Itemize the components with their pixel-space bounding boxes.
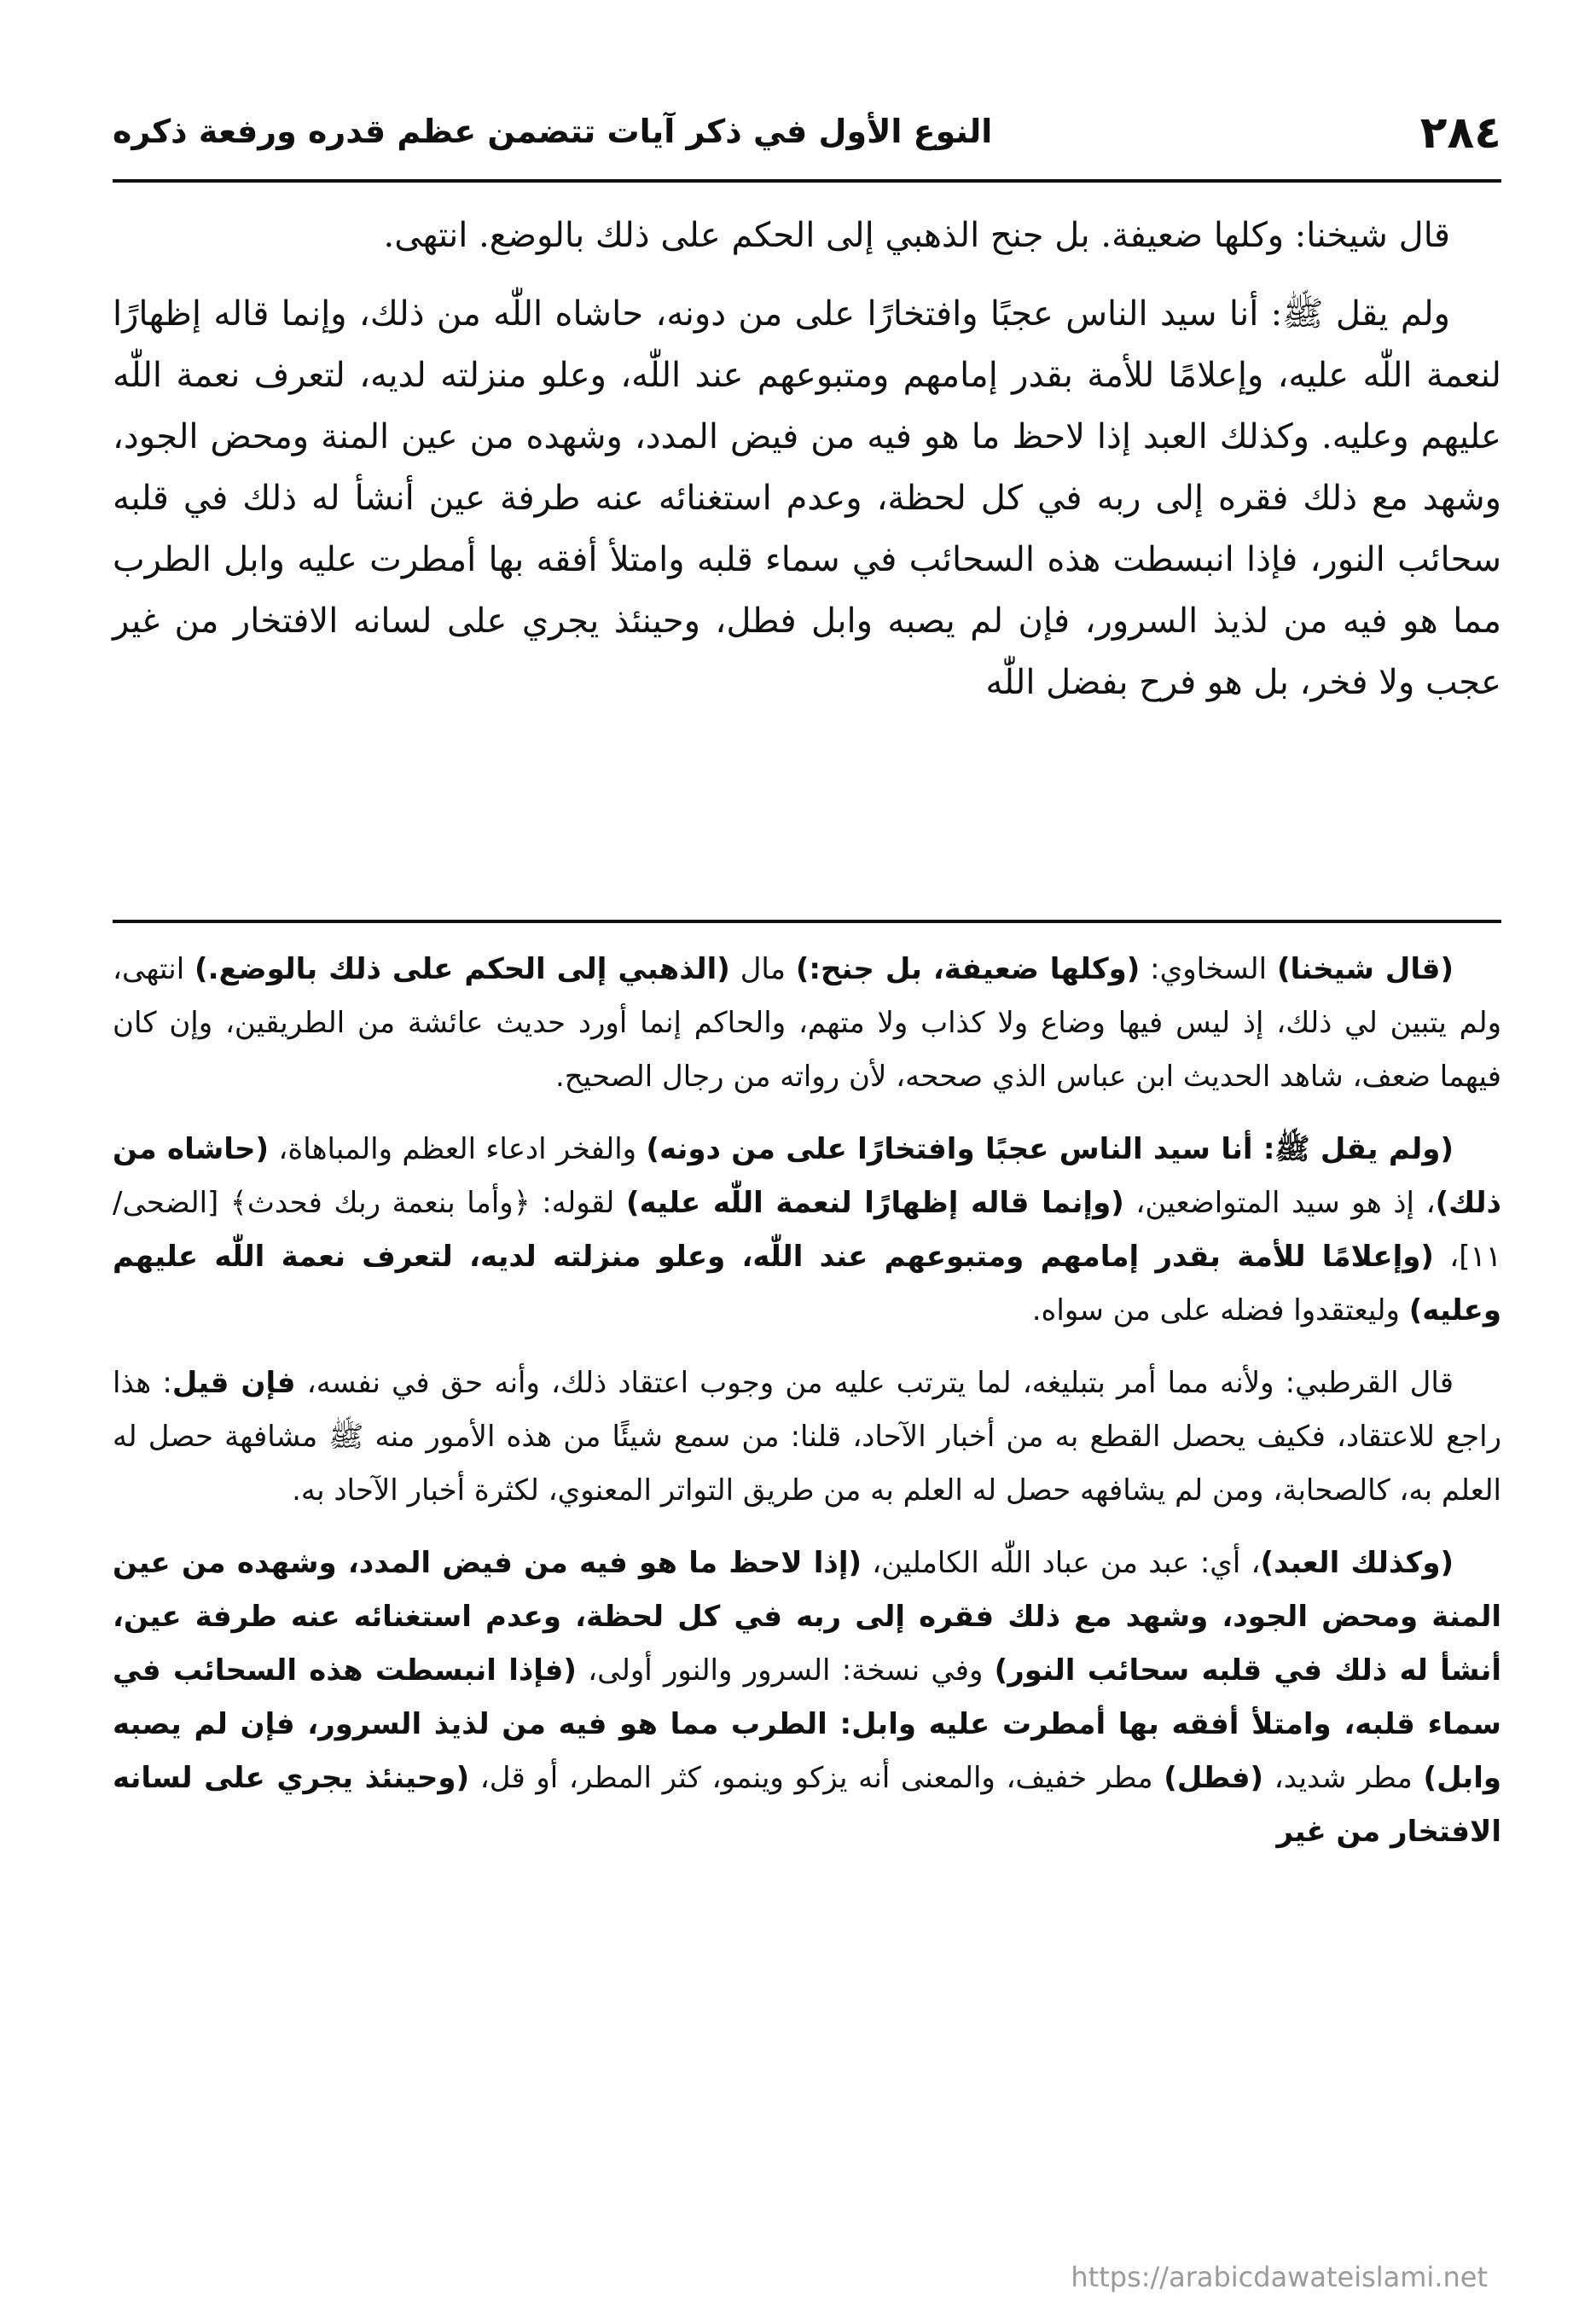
commentary-text-span: : هذا راجع للاعتقاد، فكيف يحصل القطع به من أخبار الآحاد، قلنا: من سمع شيئًا من هذه الأمور منه ﷺ مشافهة حصل له العلم به، كالصحابة، ومن لم يشافهه حصل له العلم به من طريق التواتر المعنوي، لكثرة أخبار الآحاد به.	[113, 1366, 1501, 1508]
commentary-text-span: وفي نسخة: السرور والنور أولى،	[576, 1653, 995, 1688]
quoted-text: (الذهبي إلى الحكم على ذلك بالوضع.)	[194, 952, 730, 986]
commentary-text-span: ، إذ هو سيد المتواضعين،	[1123, 1186, 1436, 1220]
quoted-text: (فطل)	[1164, 1761, 1264, 1795]
quoted-text: (حاشاه من ذلك)	[113, 1132, 1502, 1220]
quoted-text: (وإنما قاله إظهارًا لنعمة اللّٰه عليه)	[626, 1186, 1124, 1220]
page-number: ٢٨٤	[1419, 107, 1501, 159]
quoted-text: الطرب مما هو فيه من لذيذ السرور، فإن لم يصبه وابل)	[113, 1707, 1501, 1795]
commentary-text-span: انتهى، ولم يتبين لي ذلك، إذ ليس فيها وضاع ولا كذاب ولا متهم، والحاكم إنما أورد حديث عائشة من الطريقين، وإن كان فيهما ضعف، شاهد الحديث ابن عباس الذي صححه، لأن رواته من رجال الصحيح.	[113, 952, 1501, 1094]
main-text	[113, 205, 1501, 713]
watermark-url: https://arabicdawateislami.net	[1071, 2261, 1488, 2293]
commentary-paragraph-1	[113, 943, 1501, 1104]
commentary-text-span: لقوله: ﴿وأما بنعمة ربك فحدث﴾ [الضحى/١١]،	[113, 1186, 1502, 1274]
footnote-separator	[113, 920, 1501, 923]
commentary-paragraph-4	[113, 1537, 1501, 1859]
commentary-paragraph-3	[113, 1357, 1501, 1518]
commentary-paragraph-2	[113, 1123, 1501, 1338]
quoted-text: (وكذلك العبد)	[1260, 1546, 1454, 1580]
quoted-text: (ولم يقل ﷺ: أنا سيد الناس عجبًا وافتخارًا على من دونه)	[646, 1132, 1454, 1166]
commentary-text	[113, 943, 1501, 1878]
quoted-text: (فإذا انبسطت هذه السحائب في سماء قلبه، وامتلأ أفقه بها أمطرت عليه وابل:	[113, 1653, 1501, 1741]
quoted-text: (وكلها ضعيفة، بل جنح:)	[795, 952, 1141, 986]
quoted-text: (إذا لاحظ ما هو فيه من فيض المدد، وشهده من عين المنة ومحض الجود، وشهد مع ذلك فقره إلى ربه في كل لحظة، وعدم استغنائه عنه طرفة عين، أنشأ له ذلك في قلبه سحائب النور)	[113, 1546, 1501, 1688]
commentary-text-span: مال	[729, 952, 796, 986]
quoted-text: (وحينئذ يجري على لسانه الافتخار من غير	[113, 1761, 1501, 1849]
commentary-text-span: السخاوي:	[1140, 952, 1277, 986]
commentary-text-span: مطر شديد،	[1263, 1761, 1424, 1795]
header-rule	[113, 179, 1501, 183]
running-title: النوع الأول في ذكر آيات تتضمن عظم قدره ورفعة ذكره	[113, 113, 993, 150]
quoted-text: (وإعلامًا للأمة بقدر إمامهم ومتبوعهم عند اللّٰه، وعلو منزلته لديه، لتعرف نعمة اللّٰه عليهم وعليه)	[113, 1240, 1501, 1328]
quoted-text: (قال شيخنا)	[1276, 952, 1454, 986]
commentary-text-span: والفخر ادعاء العظم والمباهاة،	[269, 1132, 647, 1166]
main-paragraph-2: ولم يقل ﷺ: أنا سيد الناس عجبًا وافتخارًا على من دونه، حاشاه اللّٰه من ذلك، وإنما قاله إظهارًا لنعمة اللّٰه عليه، وإعلامًا للأمة بقدر إمامهم ومتبوعهم عند اللّٰه، وعلو منزلته لديه، لتعرف نعمة اللّٰه عليهم وعليه. وكذلك العبد إذا لاحظ ما هو فيه من فيض المدد، وشهده من عين المنة ومحض الجود، وشهد مع ذلك فقره إلى ربه في كل لحظة، وعدم استغنائه عنه طرفة عين أنشأ له ذلك في قلبه سحائب النور، فإذا انبسطت هذه السحائب في سماء قلبه وامتلأ أفقه بها أمطرت عليه وابل الطرب مما هو فيه من لذيذ السرور، فإن لم يصبه وابل فطل، وحينئذ يجري على لسانه الافتخار من غير عجب ولا فخر، بل هو فرح بفضل اللّٰه	[113, 294, 1501, 702]
quoted-text: فإن قيل	[171, 1366, 296, 1400]
commentary-text-span: وليعتقدوا فضله على من سواه.	[1031, 1293, 1409, 1328]
commentary-text-span: مطر خفيف، والمعنى أنه يزكو وينمو، كثر المطر، أو قل،	[469, 1761, 1164, 1795]
main-paragraph-1: قال شيخنا: وكلها ضعيفة. بل جنح الذهبي إلى الحكم على ذلك بالوضع. انتهى.	[383, 216, 1450, 255]
page-header	[113, 101, 1501, 179]
commentary-text-span: ، أي: عبد من عباد اللّٰه الكاملين،	[862, 1546, 1261, 1580]
commentary-text-span: قال القرطبي: ولأنه مما أمر بتبليغه، لما يترتب عليه من وجوب اعتقاد ذلك، وأنه حق في نفسه،	[295, 1366, 1454, 1400]
